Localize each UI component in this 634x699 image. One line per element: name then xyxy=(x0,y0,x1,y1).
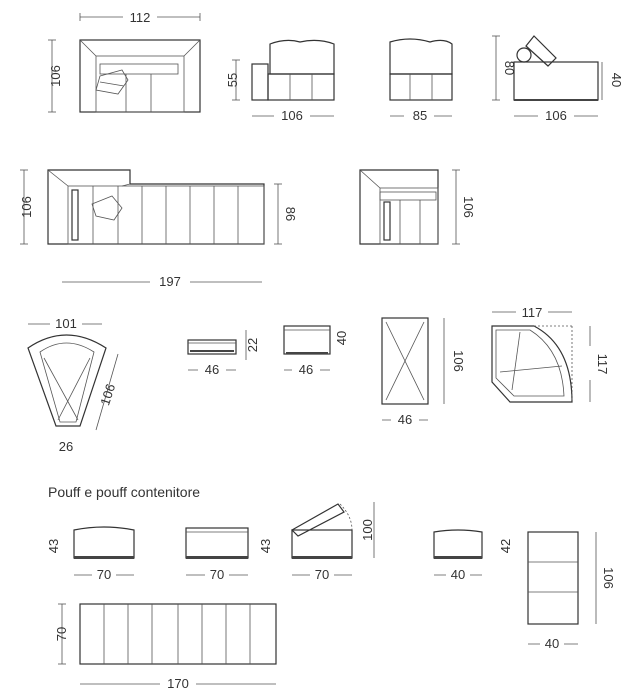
dim-corner-width: 85 xyxy=(412,108,428,123)
sofa-top-view xyxy=(48,9,200,112)
curved-wedge-unit xyxy=(28,316,118,454)
single-unit-front xyxy=(390,39,452,123)
dim-pouf-small-width: 40 xyxy=(450,567,466,582)
dim-bench-depth: 70 xyxy=(54,626,69,642)
dim-table-high-width: 46 xyxy=(298,362,314,377)
bench-top xyxy=(54,604,276,691)
relax-unit-side xyxy=(492,36,624,123)
dim-armless-width: 106 xyxy=(281,108,303,123)
section-heading-pouf: Pouff e pouff contenitore xyxy=(48,484,201,500)
dim-pouf-long-width: 40 xyxy=(544,636,560,651)
low-table xyxy=(188,330,260,377)
dim-table-long-length: 106 xyxy=(451,350,466,372)
dim-curved-narrow: 26 xyxy=(58,439,74,454)
chaise-sofa-top-view xyxy=(19,170,298,289)
dim-table-long-width: 46 xyxy=(397,412,413,427)
high-table xyxy=(284,326,349,377)
long-table xyxy=(382,318,466,427)
dim-pouf-open-width: 70 xyxy=(314,567,330,582)
dim-relax-width: 106 xyxy=(545,108,567,123)
dim-relax-height: 80 xyxy=(502,60,517,76)
dim-armless-height: 55 xyxy=(225,72,240,88)
dim-pouf-a-height: 43 xyxy=(46,538,61,554)
dim-pouf-long-depth: 106 xyxy=(601,567,616,589)
dim-curved-side: 106 xyxy=(97,381,119,408)
dim-relax-height-low: 40 xyxy=(609,72,624,88)
pouf-storage-open xyxy=(292,502,375,582)
dim-corner-unit-depth: 106 xyxy=(461,196,476,218)
dim-pouf-b-width: 70 xyxy=(209,567,225,582)
dim-sofa-width: 112 xyxy=(129,10,151,25)
dim-quarter-depth: 117 xyxy=(595,353,610,375)
dim-table-high-height: 40 xyxy=(334,330,349,346)
pouf-long-top xyxy=(528,532,616,651)
pouf-a xyxy=(46,527,134,582)
dim-chaise-depth: 106 xyxy=(19,196,34,218)
pouf-b xyxy=(186,528,273,582)
dim-pouf-a-width: 70 xyxy=(96,567,112,582)
dim-chaise-depth-inner: 86 xyxy=(283,206,298,222)
dim-pouf-open-height: 100 xyxy=(360,519,375,541)
dim-curved-width: 101 xyxy=(55,316,77,331)
dim-table-low-width: 46 xyxy=(204,362,220,377)
dim-pouf-small-height: 42 xyxy=(498,538,513,554)
corner-unit-top-view xyxy=(360,170,476,244)
quarter-round-unit xyxy=(492,305,610,402)
dim-table-low-height: 22 xyxy=(245,337,260,353)
armless-unit-front xyxy=(225,40,334,123)
dim-chaise-width: 197 xyxy=(159,274,181,289)
dim-pouf-b-height: 43 xyxy=(258,538,273,554)
pouf-small xyxy=(434,530,513,582)
dim-bench-width: 170 xyxy=(167,676,189,691)
dim-sofa-depth: 106 xyxy=(48,65,63,87)
dim-quarter-width: 117 xyxy=(521,305,543,320)
